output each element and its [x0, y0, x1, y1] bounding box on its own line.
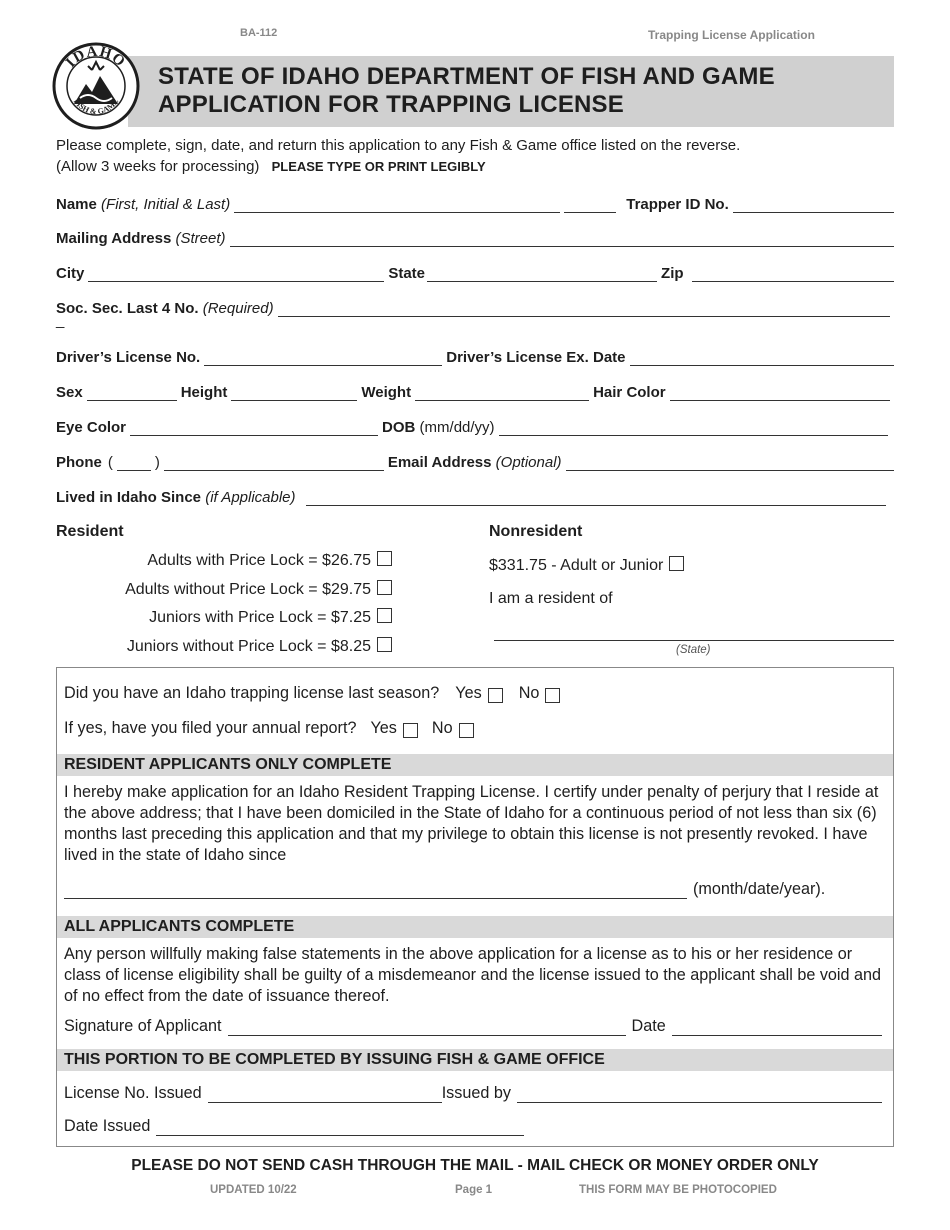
resident-since-field[interactable]: [64, 882, 687, 899]
ssn-dash: _: [56, 312, 65, 329]
dob-label: DOB (mm/dd/yy): [382, 419, 495, 436]
eye-dob-row: [56, 416, 888, 436]
cash-warning: PLEASE DO NOT SEND CASH THROUGH THE MAIL - MAIL CHECK OR MONEY ORDER ONLY: [131, 1157, 819, 1174]
name-label: Name (First, Initial & Last): [56, 196, 231, 213]
lived-label: Lived in Idaho Since (if Applicable): [56, 489, 296, 506]
hair-label: Hair Color: [593, 384, 666, 401]
email-field[interactable]: [566, 456, 894, 471]
resident-section-bar: [57, 754, 893, 776]
mailing-label: Mailing Address (Street): [56, 230, 226, 247]
intro-processing: (Allow 3 weeks for processing): [56, 158, 260, 175]
title-line-2: APPLICATION FOR TRAPPING LICENSE: [158, 91, 624, 118]
idaho-fish-game-logo: [52, 40, 140, 130]
intro-legibly: PLEASE TYPE OR PRINT LEGIBLY: [271, 159, 486, 174]
logo-text-bottom: FISH & GAME: [71, 96, 121, 117]
q1-yes-label: Yes: [455, 684, 482, 702]
signature-label: Signature of Applicant: [64, 1017, 222, 1035]
city-label: City: [56, 265, 85, 282]
date-issued-label: Date Issued: [64, 1117, 151, 1135]
resident-option-1-checkbox[interactable]: [377, 551, 392, 566]
ssn-label: Soc. Sec. Last 4 No. (Required): [56, 300, 274, 317]
name-field[interactable]: [234, 198, 560, 213]
dob-hint: (mm/dd/yy): [419, 419, 495, 436]
q1-text: Did you have an Idaho trapping license last season?: [64, 684, 440, 702]
signature-field[interactable]: [228, 1019, 626, 1036]
title-banner: [128, 56, 894, 127]
all-applicants-heading: ALL APPLICANTS COMPLETE: [64, 918, 295, 935]
height-label: Height: [180, 384, 228, 401]
weight-label: Weight: [361, 384, 412, 401]
phone-open-paren: (: [107, 454, 113, 471]
phone-row: [56, 451, 894, 471]
updated-date: UPDATED 10/22: [210, 1184, 297, 1196]
ssn-hint: (Required): [202, 300, 274, 317]
resident-since-row: [64, 880, 825, 899]
mailing-hint: (Street): [175, 230, 226, 247]
q2-no-label: No: [431, 719, 453, 737]
phone-field[interactable]: [164, 456, 384, 471]
resident-option-2: Adults without Price Lock = $29.75: [125, 580, 392, 599]
name-row: [56, 193, 894, 213]
last-season-question: [64, 684, 560, 703]
resident-option-2-checkbox[interactable]: [377, 580, 392, 595]
weight-field[interactable]: [415, 386, 589, 401]
logo-text-top: IDAHO: [62, 43, 129, 71]
city-row: [56, 262, 894, 282]
resident-section-heading: RESIDENT APPLICANTS ONLY COMPLETE: [64, 756, 392, 773]
resident-option-1: Adults with Price Lock = $26.75: [147, 551, 392, 570]
nonresident-option-checkbox[interactable]: [669, 556, 684, 571]
resident-option-3-checkbox[interactable]: [377, 608, 392, 623]
eye-field[interactable]: [130, 421, 378, 436]
eye-label: Eye Color: [56, 419, 127, 436]
signature-date-label: Date: [631, 1017, 666, 1035]
physical-row: [56, 381, 890, 401]
title-line-1: STATE OF IDAHO DEPARTMENT OF FISH AND GAME: [158, 63, 775, 90]
photocopy-note: THIS FORM MAY BE PHOTOCOPIED: [579, 1184, 777, 1196]
trapper-id-label: Trapper ID No.: [626, 196, 729, 213]
hair-field[interactable]: [670, 386, 890, 401]
form-code: BA-112: [240, 27, 278, 39]
height-field[interactable]: [231, 386, 357, 401]
q1-yes-checkbox[interactable]: [488, 688, 503, 703]
dob-field[interactable]: [499, 421, 888, 436]
q2-no-checkbox[interactable]: [459, 723, 474, 738]
city-field[interactable]: [88, 267, 384, 282]
dl-exp-field[interactable]: [630, 351, 895, 366]
q1-no-label: No: [518, 684, 540, 702]
resident-heading: Resident: [56, 523, 124, 540]
state-hint: (State): [676, 644, 711, 656]
license-no-row: [64, 1084, 882, 1103]
date-format-hint: (month/date/year).: [693, 880, 826, 898]
intro-line-1: Please complete, sign, date, and return this application to any Fish & Game office listed on the reverse.: [56, 137, 741, 154]
dl-label: Driver’s License No.: [56, 349, 201, 366]
resident-option-4-checkbox[interactable]: [377, 637, 392, 652]
date-issued-row: [64, 1117, 524, 1136]
lived-hint: (if Applicable): [205, 489, 296, 506]
resident-option-4: Juniors without Price Lock = $8.25: [127, 637, 392, 656]
phone-area-field[interactable]: [117, 456, 151, 471]
dl-field[interactable]: [204, 351, 442, 366]
office-section-bar: [57, 1049, 893, 1071]
office-section-heading: THIS PORTION TO BE COMPLETED BY ISSUING FISH & GAME OFFICE: [64, 1051, 605, 1068]
date-issued-field[interactable]: [156, 1119, 524, 1136]
issued-by-field[interactable]: [517, 1086, 882, 1103]
ssn-field[interactable]: [278, 302, 890, 317]
name-hint: (First, Initial & Last): [101, 196, 231, 213]
mailing-field[interactable]: [230, 232, 895, 247]
phone-label: Phone: [56, 454, 102, 471]
mailing-row: [56, 227, 894, 247]
sex-field[interactable]: [87, 386, 177, 401]
lived-row: [56, 486, 886, 506]
license-no-label: License No. Issued: [64, 1084, 202, 1102]
q2-text: If yes, have you filed your annual report?: [64, 719, 357, 737]
annual-report-question: [64, 719, 474, 738]
license-no-field[interactable]: [208, 1086, 442, 1103]
false-statement-text: Any person willfully making false statements in the above application for a license as to his or her residence or class of license eligibility shall be guilty of a misdemeanor and the license issued to the applicant shall be void and of no effect from the date of issuance thereof.: [64, 945, 882, 1005]
all-applicants-bar: [57, 916, 893, 938]
declaration-box: [56, 667, 894, 1147]
lived-field[interactable]: [306, 491, 886, 506]
email-hint: (Optional): [495, 454, 562, 471]
page-number: Page 1: [455, 1184, 493, 1196]
q2-yes-label: Yes: [370, 719, 397, 737]
signature-date-field[interactable]: [672, 1019, 882, 1036]
phone-close-paren: ): [154, 454, 160, 471]
resident-of-state-field[interactable]: [494, 626, 894, 641]
state-field[interactable]: [427, 267, 657, 282]
dl-exp-label: Driver’s License Ex. Date: [446, 349, 626, 366]
intro-line-2: [56, 158, 486, 175]
nonresident-option: $331.75 - Adult or Junior: [489, 556, 684, 575]
ssn-row: [56, 297, 890, 317]
email-label: Email Address (Optional): [387, 454, 562, 471]
name-field-extra[interactable]: [564, 198, 616, 213]
issued-by-label: Issued by: [441, 1084, 511, 1102]
q2-yes-checkbox[interactable]: [403, 723, 418, 738]
form-title-small: Trapping License Application: [648, 28, 815, 42]
dl-row: [56, 346, 894, 366]
sex-label: Sex: [56, 384, 83, 401]
zip-field[interactable]: [692, 267, 894, 282]
resident-option-3: Juniors with Price Lock = $7.25: [149, 608, 392, 627]
nonresident-heading: Nonresident: [489, 523, 583, 540]
state-label: State: [388, 265, 426, 282]
zip-label: Zip: [661, 265, 684, 282]
trapper-id-field[interactable]: [733, 198, 894, 213]
resident-certification-text: I hereby make application for an Idaho Resident Trapping License. I certify under penalty of perjury that I reside at the above address; that I have been domiciled in the State of Idaho for a continuous period of not less than six (6) months last preceding this application and that my privilege to obtain this license is not presently revoked. I have lived in the state of Idaho since: [64, 783, 879, 864]
resident-of-label: I am a resident of: [489, 590, 613, 607]
signature-row: [64, 1017, 882, 1036]
q1-no-checkbox[interactable]: [545, 688, 560, 703]
